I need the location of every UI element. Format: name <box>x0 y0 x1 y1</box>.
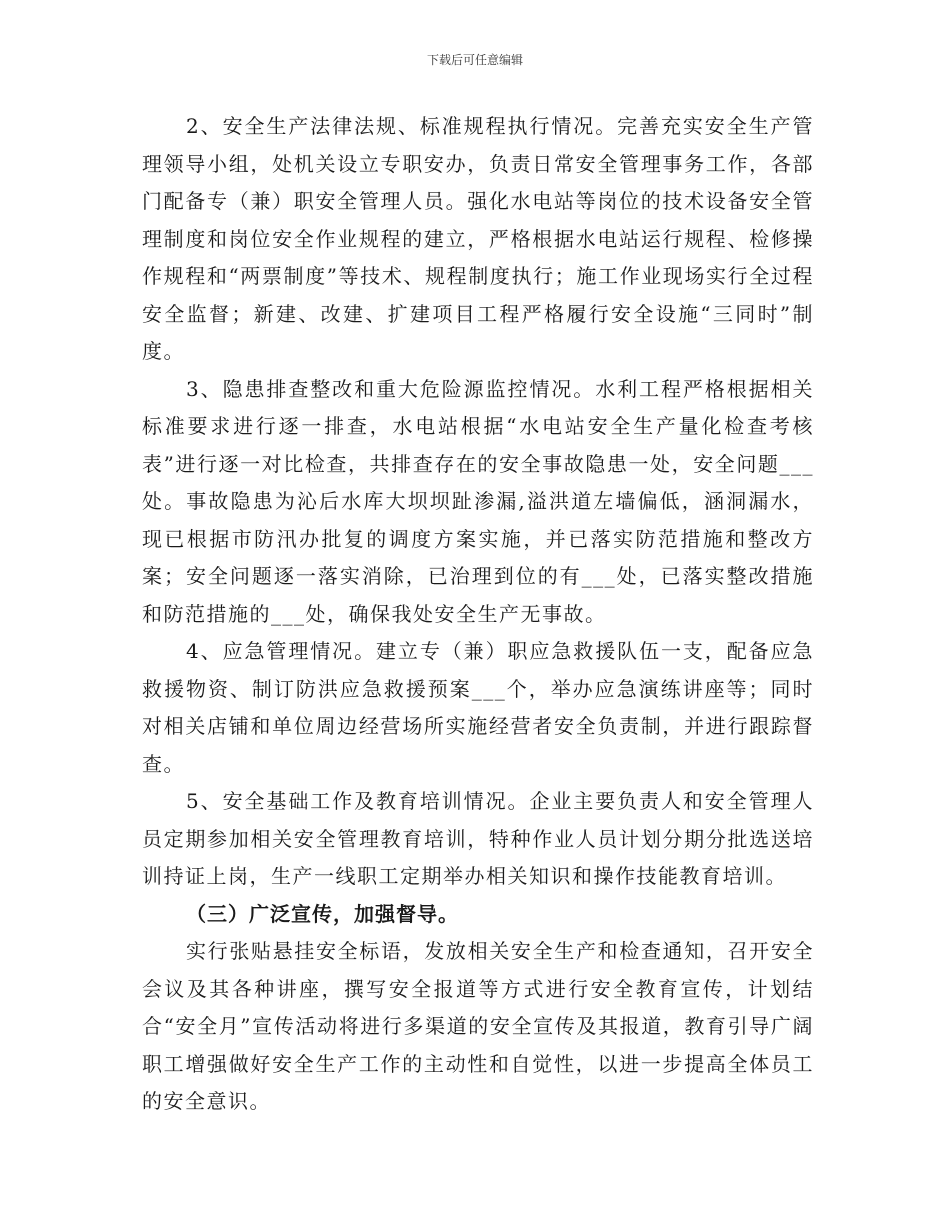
paragraph-publicity: 实行张贴悬挂安全标语，发放相关安全生产和检查通知，召开安全会议及其各种讲座，撰写安全报道等方式进行安全教育宣传，计划结合“安全月”宣传活动将进行多渠道的安全宣传及其报道，教育引导广阔职工增强做好安全生产工作的主动性和自觉性，以进一步提高全体员工的安全意识。 <box>142 939 814 1113</box>
paragraph-5-training: 5、安全基础工作及教育培训情况。企业主要负责人和安全管理人员定期参加相关安全管理教育培训，特种作业人员计划分期分批选送培训持证上岗，生产一线职工定期举办相关知识和操作技能教育培训。 <box>142 789 814 888</box>
section-heading: （三）广泛宣传，加强督导。 <box>186 901 459 926</box>
document-body <box>142 108 814 1121</box>
page-header: 下载后可任意编辑 <box>426 53 523 67</box>
paragraph-4-emergency-management: 4、应急管理情况。建立专（兼）职应急救援队伍一支，配备应急救援物资、制订防洪应急救援预案___个，举办应急演练讲座等；同时对相关店铺和单位周边经营场所实施经营者安全负责制，并进行跟踪督查。 <box>142 639 814 776</box>
paragraph-2-regulations: 2、安全生产法律法规、标准规程执行情况。完善充实安全生产管理领导小组，处机关设立专职安办，负责日常安全管理事务工作，各部门配备专（兼）职安全管理人员。强化水电站等岗位的技术设备安全管理制度和岗位安全作业规程的建立，严格根据水电站运行规程、检修操作规程和“两票制度”等技术、规程制度执行；施工作业现场实行全过程安全监督；新建、改建、扩建项目工程严格履行安全设施“三同时”制度。 <box>142 114 814 363</box>
paragraph-3-hazard-inspection: 3、隐患排查整改和重大危险源监控情况。水利工程严格根据相关标准要求进行逐一排查，水电站根据“水电站安全生产量化检查考核表”进行逐一对比检查，共排查存在的安全事故隐患一处，安全问题___处。事故隐患为沁后水库大坝坝趾渗漏,溢洪道左墙偏低，涵洞漏水，现已根据市防汛办批复的调度方案实施，并已落实防范措施和整改方案；安全问题逐一落实消除，已治理到位的有___处，已落实整改措施和防范措施的___处，确保我处安全生产无事故。 <box>142 376 814 626</box>
